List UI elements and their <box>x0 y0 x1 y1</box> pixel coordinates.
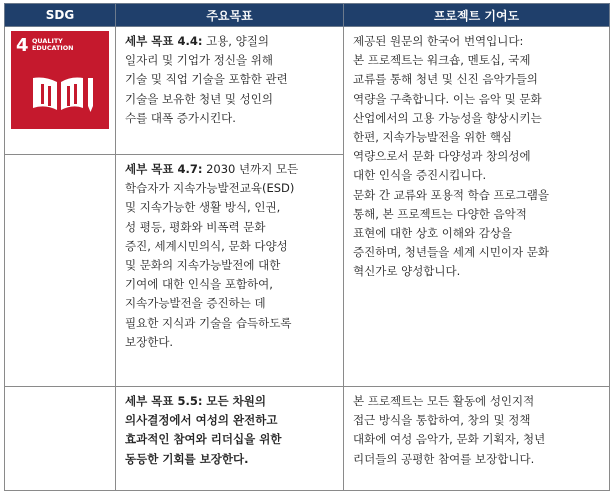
sdg-cell <box>5 27 116 155</box>
sdg4-number: 4 <box>16 35 29 56</box>
target-cell-5-5 <box>116 387 344 491</box>
sdg-contribution-table <box>4 3 610 491</box>
table-header-row <box>5 4 610 27</box>
header-project-contribution: 프로젝트 기여도 <box>344 4 610 27</box>
target-4-4-text: 고용, 양질의 일자리 및 기업가 정신을 위해 기술 및 직업 기술을 포함한 관련 기술을 보유한 청년 및 성인의 수를 대폭 증가시킨다. <box>125 34 288 125</box>
sdg-cell-empty <box>5 387 116 491</box>
sdg-cell-empty <box>5 155 116 387</box>
table-row <box>5 27 610 155</box>
sdg4-badge <box>11 31 109 129</box>
target-4-4-lead: 세부 목표 4.4: <box>125 34 203 48</box>
contribution-sdg4-text: 제공된 원문의 한국어 번역입니다: 본 프로젝트는 워크숍, 멘토십, 국제 교류를 통해 청년 및 신진 음악가들의 역량을 구축합니다. 이는 음악 및 문화 산업에서의 고용 가능성을 향상시키는 한편, 지속가능발전을 위한 핵심 역량으로서 문화 다양성과 창의성에 대한 인식을 증진시킵니다. 문화 간 교류와 포용적 학습 프로그램을 통해, 본 프로젝트는 다양한 음악적 표현에 대한 상호 이해와 감상을 증진하며, 청년들을 세계 시민이자 문화 혁신가로 양성합니다. <box>353 34 550 279</box>
header-main-target: 주요목표 <box>116 4 344 27</box>
open-book-pencil-icon <box>29 74 95 116</box>
sdg4-label: QUALITY EDUCATION <box>32 37 74 53</box>
target-5-5-text: 세부 목표 5.5: 모든 차원의 의사결정에서 여성의 완전하고 효과적인 참여와 리더십을 위한 동등한 기회를 보장한다. <box>125 394 282 466</box>
target-cell-4-4 <box>116 27 344 155</box>
contribution-cell-sdg4 <box>344 27 610 387</box>
table-row <box>5 387 610 491</box>
target-4-7-lead: 세부 목표 4.7: <box>125 162 203 176</box>
contribution-cell-sdg5 <box>344 387 610 491</box>
target-4-7-text: 2030 년까지 모든 학습자가 지속가능발전교육(ESD) 및 지속가능한 생활 방식, 인권, 성 평등, 평화와 비폭력 문화 증진, 세계시민의식, 문화 다양성 및 문화의 지속가능발전에 대한 기여에 대한 인식을 포함하여, 지속가능발전을 증진하는 데 필요한 지식과 기술을 습득하도록 보장한다. <box>125 162 299 349</box>
contribution-sdg5-text: 본 프로젝트는 모든 활동에 성인지적 접근 방식을 통합하여, 창의 및 정책 대화에 여성 음악가, 문화 기획자, 청년 리더들의 공평한 참여를 보장합니다. <box>353 394 546 466</box>
header-sdg: SDG <box>5 4 116 27</box>
target-cell-4-7 <box>116 155 344 387</box>
